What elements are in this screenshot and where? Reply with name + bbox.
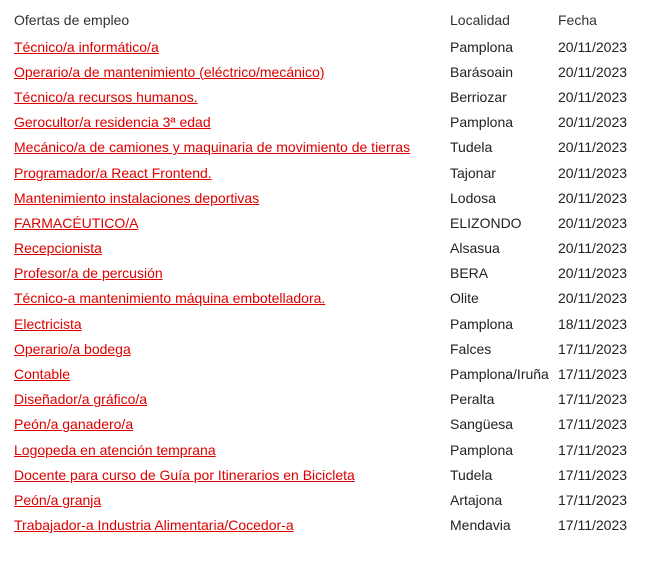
table-row xyxy=(11,110,651,135)
table-row xyxy=(11,412,651,437)
job-date: 20/11/2023 xyxy=(558,139,628,156)
job-date: 17/11/2023 xyxy=(558,416,628,433)
table-row xyxy=(11,286,651,311)
table-row xyxy=(11,361,651,386)
job-title-link[interactable]: Técnico/a informático/a xyxy=(14,38,159,55)
job-title-cell xyxy=(11,236,447,261)
table-row xyxy=(11,261,651,286)
job-title-link[interactable]: Técnico/a recursos humanos. xyxy=(14,88,198,105)
table-row xyxy=(11,387,651,412)
header-location: Localidad xyxy=(450,12,510,28)
job-date: 20/11/2023 xyxy=(558,189,628,206)
job-location: Falces xyxy=(450,340,492,357)
job-title-cell xyxy=(11,286,447,311)
job-location: Pamplona xyxy=(450,38,514,55)
job-location: Mendavia xyxy=(450,517,511,534)
job-location: Tajonar xyxy=(450,164,496,181)
job-title-link[interactable]: Operario/a bodega xyxy=(14,340,131,357)
table-row xyxy=(11,437,651,462)
job-date: 17/11/2023 xyxy=(558,366,628,383)
job-location: Pamplona xyxy=(450,315,514,332)
job-title-cell xyxy=(11,412,447,437)
table-row xyxy=(11,59,651,84)
job-location: ELIZONDO xyxy=(450,214,522,231)
table-row xyxy=(11,311,651,336)
header-date: Fecha xyxy=(558,12,597,28)
table-row xyxy=(11,336,651,361)
job-title-link[interactable]: Logopeda en atención temprana xyxy=(14,441,216,458)
job-date: 20/11/2023 xyxy=(558,114,628,131)
job-date: 17/11/2023 xyxy=(558,391,628,408)
table-row xyxy=(11,84,651,109)
table-row xyxy=(11,185,651,210)
job-title-cell xyxy=(11,210,447,235)
job-date: 20/11/2023 xyxy=(558,38,628,55)
job-location: Artajona xyxy=(450,491,503,508)
job-title-cell xyxy=(11,513,447,538)
job-location: Pamplona xyxy=(450,441,514,458)
job-title-link[interactable]: Programador/a React Frontend. xyxy=(14,164,212,181)
job-date: 20/11/2023 xyxy=(558,214,628,231)
job-title-cell xyxy=(11,261,447,286)
table-row xyxy=(11,210,651,235)
job-location: Lodosa xyxy=(450,189,496,206)
job-location: BERA xyxy=(450,265,489,282)
job-title-cell xyxy=(11,311,447,336)
job-date: 17/11/2023 xyxy=(558,517,628,534)
job-location: Barásoain xyxy=(450,63,514,80)
table-header-row xyxy=(11,6,651,34)
job-title-link[interactable]: Técnico-a mantenimiento máquina embotelladora. xyxy=(14,290,326,307)
job-location: Olite xyxy=(450,290,479,307)
job-title-link[interactable]: Profesor/a de percusión xyxy=(14,265,163,282)
job-location: Alsasua xyxy=(450,240,500,257)
job-title-link[interactable]: Operario/a de mantenimiento (eléctrico/mecánico) xyxy=(14,63,325,80)
job-date: 17/11/2023 xyxy=(558,466,628,483)
job-location: Tudela xyxy=(450,139,493,156)
job-title-link[interactable]: Recepcionista xyxy=(14,240,102,257)
job-date: 17/11/2023 xyxy=(558,491,628,508)
job-title-cell xyxy=(11,185,447,210)
job-location: Pamplona/Iruña xyxy=(450,366,549,383)
job-date: 20/11/2023 xyxy=(558,88,628,105)
table-row xyxy=(11,462,651,487)
job-date: 20/11/2023 xyxy=(558,164,628,181)
job-date: 20/11/2023 xyxy=(558,240,628,257)
job-date: 20/11/2023 xyxy=(558,290,628,307)
job-title-cell xyxy=(11,462,447,487)
job-title-cell xyxy=(11,336,447,361)
job-date: 20/11/2023 xyxy=(558,63,628,80)
table-row xyxy=(11,236,651,261)
table-row xyxy=(11,487,651,512)
job-title-cell xyxy=(11,135,447,160)
job-title-cell xyxy=(11,487,447,512)
job-title-cell xyxy=(11,437,447,462)
job-title-link[interactable]: Peón/a ganadero/a xyxy=(14,416,134,433)
table-row xyxy=(11,160,651,185)
table-row xyxy=(11,513,651,538)
job-date: 18/11/2023 xyxy=(558,315,628,332)
job-title-link[interactable]: Diseñador/a gráfico/a xyxy=(14,391,148,408)
job-title-cell xyxy=(11,84,447,109)
job-title-link[interactable]: Peón/a granja xyxy=(14,491,102,508)
job-location: Pamplona xyxy=(450,114,514,131)
job-title-link[interactable]: FARMACÉUTICO/A xyxy=(14,214,139,231)
job-date: 17/11/2023 xyxy=(558,340,628,357)
job-title-cell xyxy=(11,110,447,135)
job-title-cell xyxy=(11,361,447,386)
table-row xyxy=(11,34,651,59)
job-location: Sangüesa xyxy=(450,416,514,433)
header-job-title: Ofertas de empleo xyxy=(14,12,130,28)
job-title-link[interactable]: Electricista xyxy=(14,315,82,332)
job-title-link[interactable]: Docente para curso de Guía por Itinerarios en Bicicleta xyxy=(14,466,355,483)
job-location: Tudela xyxy=(450,466,493,483)
table-row xyxy=(11,135,651,160)
job-offers-table xyxy=(11,6,651,538)
job-rows xyxy=(11,34,651,538)
job-title-cell xyxy=(11,160,447,185)
job-date: 20/11/2023 xyxy=(558,265,628,282)
job-location: Peralta xyxy=(450,391,495,408)
job-title-cell xyxy=(11,34,447,59)
job-title-link[interactable]: Contable xyxy=(14,366,71,383)
job-title-cell xyxy=(11,59,447,84)
job-location: Berriozar xyxy=(450,88,507,105)
job-title-link[interactable]: Mantenimiento instalaciones deportivas xyxy=(14,189,260,206)
job-title-link[interactable]: Gerocultor/a residencia 3ª edad xyxy=(14,114,211,131)
job-title-link[interactable]: Mecánico/a de camiones y maquinaria de movimiento de tierras xyxy=(14,139,411,156)
job-date: 17/11/2023 xyxy=(558,441,628,458)
job-title-cell xyxy=(11,387,447,412)
job-title-link[interactable]: Trabajador-a Industria Alimentaria/Cocedor-a xyxy=(14,517,294,534)
